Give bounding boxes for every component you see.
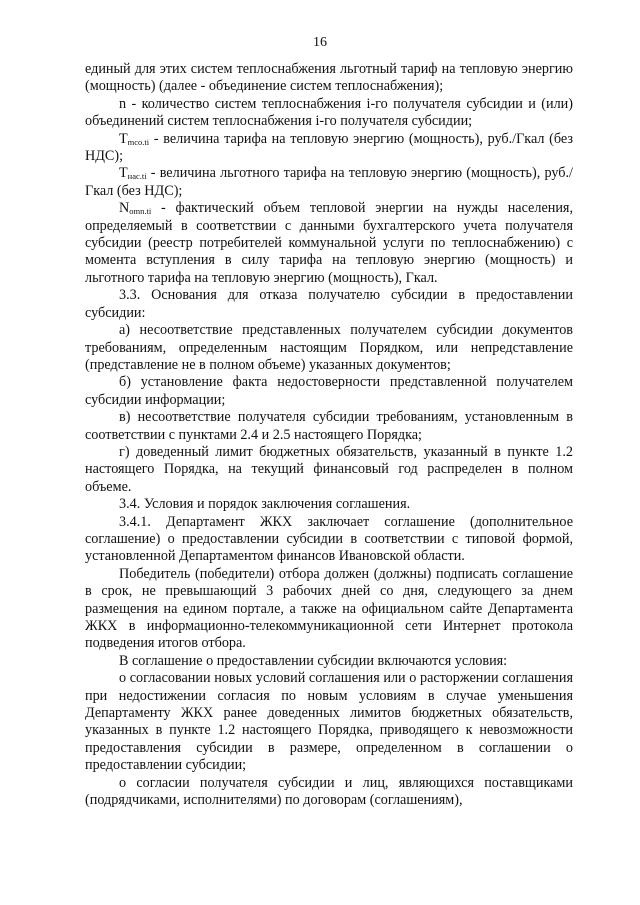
definition-text: - величина льготного тарифа на тепловую энергию (мощность), руб./Гкал (без НДС);: [85, 165, 573, 199]
list-item-g: г) доведенный лимит бюджетных обязательств, указанный в пункте 1.2 настоящего Порядка, на текущий финансовый год распределен в полном объеме.: [85, 443, 573, 495]
condition-new-terms: о согласовании новых условий соглашения или о расторжении соглашения при недостижении согласия по новым условиям в случае уменьшения Департаменту ЖКХ ранее доведенных лимитов бюджетных обязательств, указанных в пункте 1.2 настоящего Порядка, приводящего к невозможности предоставления субсидии в размере, определенном в соглашении о предоставлении субсидии;: [85, 670, 573, 774]
formula-symbol: T: [119, 165, 128, 182]
section-3-3-heading: 3.3. Основания для отказа получателю субсидии в предоставлении субсидии:: [85, 287, 573, 321]
section-3-4-heading: 3.4. Условия и порядок заключения соглашения.: [119, 496, 411, 513]
list-item-v: в) несоответствие получателя субсидии требованиям, установленным в соответствии с пунктами 2.4 и 2.5 настоящего Порядка;: [85, 409, 573, 443]
paragraph-n-definition: n - количество систем теплоснабжения i-го получателя субсидии и (или) объединений систем теплоснабжения i-го получателя субсидии;: [85, 95, 573, 130]
list-item-a: а) несоответствие представленных получателем субсидии документов требованиям, определенным настоящим Порядком, или непредставление (представление не в полном объеме) указанных документов;: [85, 322, 573, 373]
agreement-conditions-intro: В соглашение о предоставлении субсидии включаются условия:: [119, 652, 508, 669]
formula-symbol: T: [119, 130, 128, 147]
winner-signing-paragraph: Победитель (победители) отбора должен (должны) подписать соглашение в срок, не превышающий 3 рабочих дней со дня, следующего за днем размещения на едином портале, а также на официальном сайте Департамента ЖКХ в информационно-телекоммуникационной сети Интернет протокола подведения итогов отбора.: [85, 565, 573, 652]
paragraph-tariff-definition: [85, 131, 573, 166]
formula-subscript: mco.ti: [127, 136, 150, 147]
definition-text: - фактический объем тепловой энергии на нужды населения, определяемый в соответствии с данными бухгалтерского учета получателя субсидии (реестр потребителей коммунальной услуги по теплоснабжению) с момента вступления в силу тарифа на тепловую энергию (мощность) и льготного тарифа на тепловую энергию (мощность), Гкал.: [85, 200, 573, 286]
condition-consent: о согласии получателя субсидии и лиц, являющихся поставщиками (подрядчиками, исполнителями) по договорам (соглашениям),: [85, 774, 573, 809]
document-body: [85, 61, 573, 809]
page-number: 16: [313, 35, 327, 50]
paragraph-continuation: единый для этих систем теплоснабжения льготный тариф на тепловую энергию (мощность) (далее - объединение систем теплоснабжения);: [85, 61, 573, 95]
formula-subscript: нас.ti: [127, 171, 147, 182]
section-3-4-1-paragraph: 3.4.1. Департамент ЖКХ заключает соглашение (дополнительное соглашение) о предоставлении субсидии в соответствии с типовой формой, установленной Департаментом финансов Ивановской области.: [85, 513, 573, 565]
formula-symbol: N: [119, 200, 130, 217]
paragraph-preferential-tariff-definition: [85, 165, 573, 200]
definition-text: - величина тарифа на тепловую энергию (мощность), руб./Гкал (без НДС);: [85, 130, 573, 165]
formula-subscript: omn.ti: [129, 206, 152, 217]
paragraph-volume-definition: [85, 200, 573, 287]
list-item-b: б) установление факта недостоверности представленной получателем субсидии информации;: [85, 374, 573, 408]
